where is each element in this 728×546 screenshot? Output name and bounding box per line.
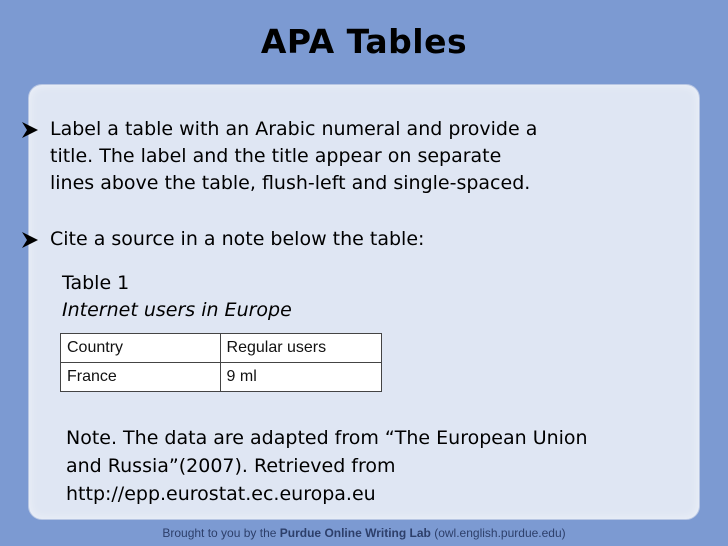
arrow-bullet-icon — [20, 120, 42, 140]
bullet-text: Cite a source in a note below the table: — [50, 228, 425, 250]
arrow-bullet-icon — [20, 230, 42, 250]
bullet-item — [20, 116, 660, 197]
table-header-cell: Regular users — [220, 334, 381, 363]
table-cell: France — [61, 363, 221, 392]
table-header-cell: Country — [61, 334, 221, 363]
example-table — [60, 333, 382, 392]
table-label: Table 1 — [62, 272, 130, 294]
bullet-item — [20, 226, 660, 253]
bullet-text: Label a table with an Arabic numeral and provide a title. The label and the title appear on separate lines above the table, flush-left and single-spaced. — [50, 118, 538, 194]
footer-prefix: Brought to you by the — [162, 526, 280, 540]
table-row — [61, 363, 382, 392]
table-note: Note. The data are adapted from “The European Union and Russia”(2007). Retrieved from http://epp.eurostat.ec.europa.eu — [66, 427, 588, 505]
table-cell: 9 ml — [220, 363, 381, 392]
footer — [0, 526, 728, 540]
table-title: Internet users in Europe — [62, 299, 292, 321]
footer-url: (owl.english.purdue.edu) — [430, 526, 566, 540]
slide-title: APA Tables — [260, 22, 468, 61]
footer-org: Purdue Online Writing Lab — [279, 526, 431, 540]
table-header-row — [61, 334, 382, 363]
